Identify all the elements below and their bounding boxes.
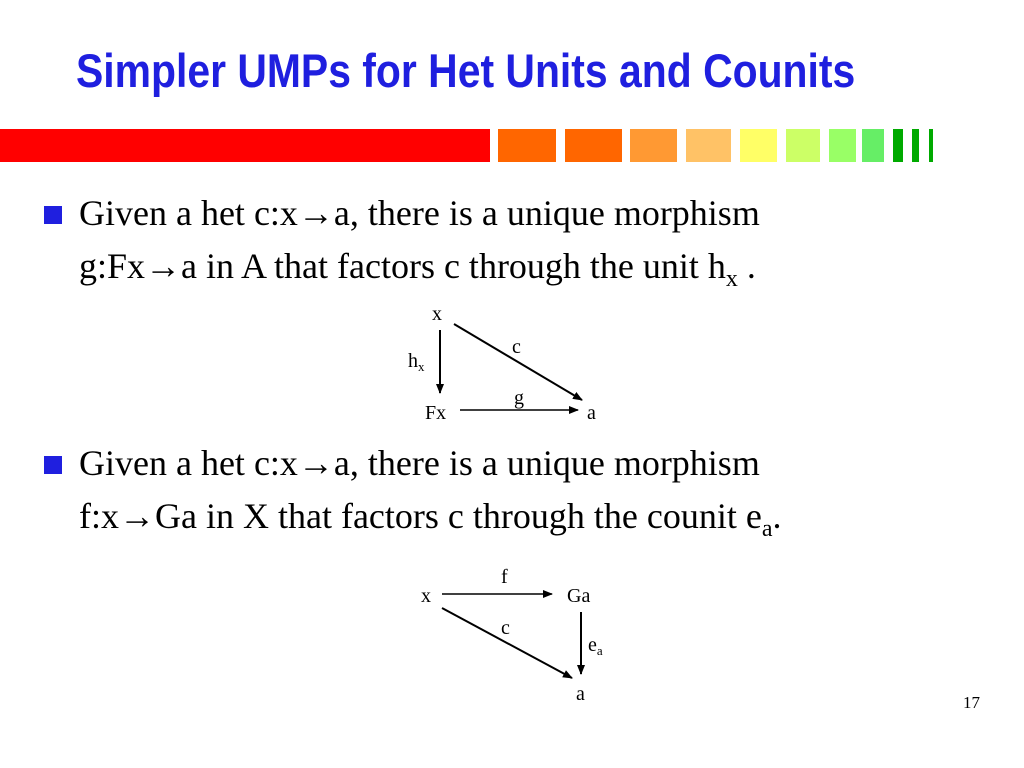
diagram-2-label-c: c xyxy=(501,617,510,639)
diagram-2-label-e xyxy=(588,634,603,656)
diagram-2-label-e-main: e xyxy=(588,634,597,656)
bullet-1-line-2-main: g:Fx→a in A that factors c through the unit h xyxy=(79,246,726,286)
bullet-2-counit-subscript: a xyxy=(761,516,773,542)
diagram-2-label-e-sub: a xyxy=(596,643,603,658)
bullet-1-line-2-tail: . xyxy=(737,246,756,286)
diagram-2-node-x: x xyxy=(421,585,431,607)
diagram-2-node-a: a xyxy=(576,683,585,705)
bullet-2-line-2-tail: . xyxy=(772,496,782,536)
diagram-2-node-ga: Ga xyxy=(567,585,591,607)
diagram-1-node-a: a xyxy=(587,402,596,424)
diagram-1-node-fx: Fx xyxy=(425,402,447,424)
diagram-1-label-c: c xyxy=(512,336,521,358)
diagram-1-label-h-sub: x xyxy=(418,359,425,374)
page-number: 17 xyxy=(963,693,980,712)
bullet-2-line-2-main: f:x→Ga in X that factors c through the counit e xyxy=(79,496,762,536)
diagram-1-label-g: g xyxy=(514,387,524,409)
bullet-2-line-1: Given a het c:x→a, there is a unique morphism xyxy=(79,443,760,483)
bullet-1-line-1: Given a het c:x→a, there is a unique morphism xyxy=(79,193,760,233)
diagram-1-label-h-main: h xyxy=(408,350,418,372)
bullet-1-unit-subscript: x xyxy=(725,266,738,292)
slide-title: Simpler UMPs for Het Units and Counits xyxy=(76,44,856,97)
diagram-1-node-x: x xyxy=(432,303,442,325)
diagram-2-label-f: f xyxy=(501,566,508,588)
